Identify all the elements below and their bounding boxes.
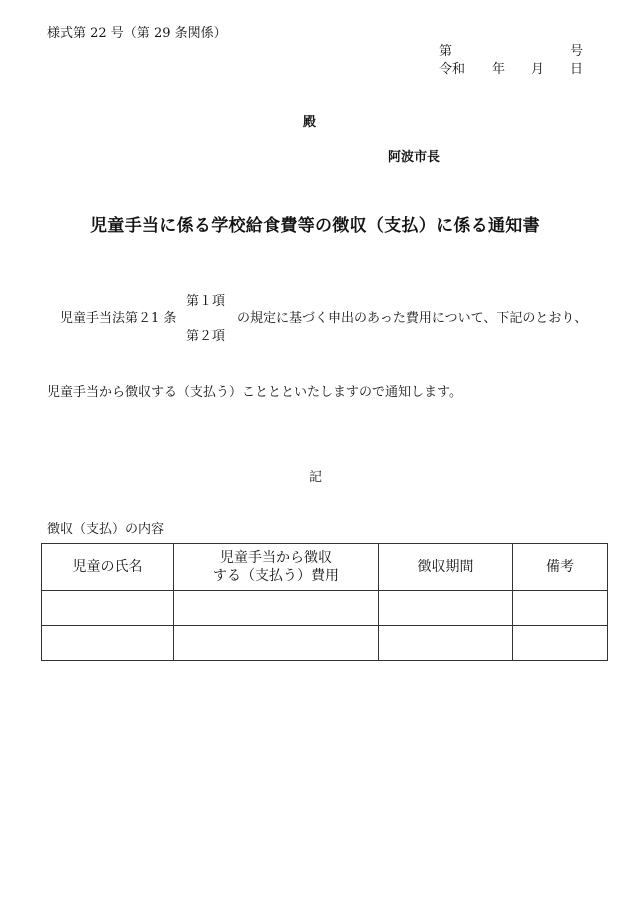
section-title: 徴収（支払）の内容 <box>47 522 165 537</box>
cell-period[interactable] <box>379 626 513 661</box>
header-cost-line-1: 児童手当から徴収 <box>220 550 332 566</box>
date-month-label: 月 <box>531 62 545 77</box>
table-row <box>42 626 608 661</box>
header-period: 徴収期間 <box>379 544 513 591</box>
date-day-label: 日 <box>570 62 584 77</box>
document-title: 児童手当に係る学校給食費等の徴収（支払）に係る通知書 <box>90 216 540 236</box>
header-cost-line-2: する（支払う）費用 <box>213 568 339 584</box>
body-text-line-1: の規定に基づく申出のあった費用について、下記のとおり、 <box>237 311 588 326</box>
table-header-row <box>42 544 608 591</box>
body-text-line-2: 児童手当から徴収する（支払う）こととといたしますので通知します。 <box>47 385 462 400</box>
cell-child-name[interactable] <box>42 591 174 626</box>
header-cost <box>174 544 379 591</box>
cell-remarks[interactable] <box>513 626 608 661</box>
sender-name: 阿波市長 <box>388 150 441 165</box>
header-child-name: 児童の氏名 <box>42 544 174 591</box>
clause-option-1: 第１項 <box>186 294 226 309</box>
cell-cost[interactable] <box>174 626 379 661</box>
header-remarks: 備考 <box>513 544 608 591</box>
document-number-suffix: 号 <box>570 44 584 59</box>
table-row <box>42 591 608 626</box>
cell-remarks[interactable] <box>513 591 608 626</box>
content-table <box>41 543 608 661</box>
date-year-label: 年 <box>492 62 506 77</box>
document-number-prefix: 第 <box>439 44 453 59</box>
date-era: 令和 <box>439 62 466 77</box>
cell-child-name[interactable] <box>42 626 174 661</box>
law-reference: 児童手当法第２1 条 <box>60 311 177 326</box>
ki-heading: 記 <box>309 470 323 485</box>
addressee-honorific: 殿 <box>303 115 317 130</box>
clause-option-2: 第２項 <box>186 329 226 344</box>
cell-cost[interactable] <box>174 591 379 626</box>
form-id: 様式第 22 号（第 29 条関係） <box>47 26 227 41</box>
cell-period[interactable] <box>379 591 513 626</box>
